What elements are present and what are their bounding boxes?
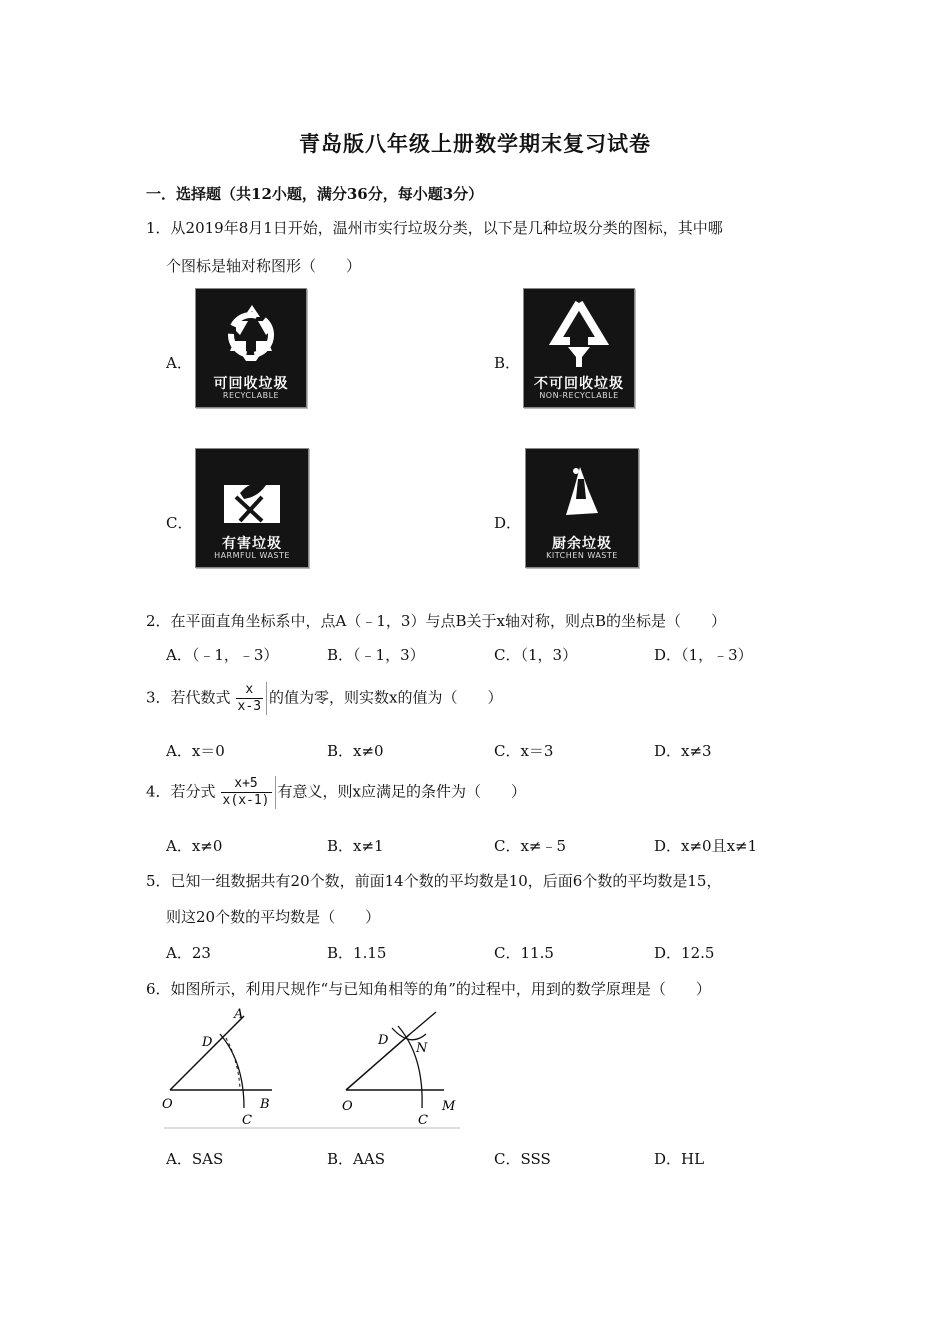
- q6-stem: 6．如图所示，利用尺规作“与已知角相等的角”的过程中，用到的数学原理是（ ）: [146, 980, 711, 998]
- page-title: 青岛版八年级上册数学期末复习试卷: [299, 131, 651, 156]
- q1-option-a-label[interactable]: A．: [166, 354, 192, 372]
- fig2-label-n: N: [416, 1041, 428, 1056]
- fig2-label-c: C: [418, 1113, 428, 1128]
- fig1-label-d: D: [202, 1035, 213, 1050]
- q3-option-d[interactable]: D．x≠3: [654, 742, 712, 760]
- q1-option-c-label[interactable]: C．: [166, 514, 193, 532]
- q5-option-d[interactable]: D．12.5: [654, 944, 715, 962]
- kitchen-waste-caption: 厨余垃圾: [552, 536, 612, 552]
- q2-option-d[interactable]: D．（1，﹣3）: [654, 646, 753, 664]
- q3-stem-pre: 3．若代数式: [146, 688, 231, 707]
- q4-fraction-denominator: x(x-1): [222, 793, 270, 808]
- harmful-waste-caption: 有害垃圾: [222, 536, 282, 552]
- q5-option-c[interactable]: C．11.5: [494, 944, 554, 962]
- fig2-label-o: O: [342, 1099, 353, 1114]
- q3-fraction-numerator: x: [236, 682, 263, 699]
- q5-option-b[interactable]: B．1.15: [327, 944, 387, 962]
- q6-option-c[interactable]: C．SSS: [494, 1150, 551, 1168]
- q2-option-a[interactable]: A．（﹣1，﹣3）: [166, 646, 279, 664]
- q4-stem: [146, 776, 526, 809]
- fig1-label-c: C: [242, 1113, 252, 1128]
- q6-option-d[interactable]: D．HL: [654, 1150, 705, 1168]
- q3-stem-post: 的值为零，则实数x的值为（ ）: [269, 688, 503, 707]
- q1-stem-line2: 个图标是轴对称图形（ ）: [166, 257, 362, 275]
- q1-option-b-label[interactable]: B．: [494, 354, 521, 372]
- kitchen-waste-caption-en: KITCHEN WASTE: [546, 551, 618, 560]
- q4-option-c[interactable]: C．x≠﹣5: [494, 837, 567, 855]
- q4-option-b[interactable]: B．x≠1: [327, 837, 384, 855]
- q4-option-a[interactable]: A．x≠0: [166, 837, 223, 855]
- q6-option-b[interactable]: B．AAS: [327, 1150, 385, 1168]
- q3-stem: [146, 682, 503, 715]
- q4-fraction: [218, 776, 276, 809]
- recyclable-caption-en: RECYCLABLE: [222, 391, 280, 400]
- q5-stem-line2: 则这20个数的平均数是（ ）: [166, 908, 381, 926]
- harmful-waste-caption-en: HARMFUL WASTE: [214, 551, 290, 560]
- section-heading: 一．选择题（共12小题，满分36分，每小题3分）: [146, 185, 484, 203]
- q3-fraction: [233, 682, 267, 715]
- non-recyclable-caption: 不可回收垃圾: [534, 376, 624, 392]
- q6-option-a[interactable]: A．SAS: [166, 1150, 224, 1168]
- fig2-label-d: D: [378, 1033, 389, 1048]
- q3-option-b[interactable]: B．x≠0: [327, 742, 384, 760]
- q4-option-d[interactable]: D．x≠0且x≠1: [654, 837, 758, 855]
- q4-stem-post: 有意义，则x应满足的条件为（ ）: [277, 782, 526, 801]
- angle-construction-figure: [160, 1004, 465, 1130]
- q3-fraction-denominator: x-3: [237, 699, 262, 714]
- q5-stem-line1: 5．已知一组数据共有20个数，前面14个数的平均数是10，后面6个数的平均数是15，: [146, 872, 722, 890]
- fig1-label-b: B: [260, 1097, 270, 1112]
- fig1-label-a: A: [234, 1007, 244, 1022]
- q2-option-b[interactable]: B．（﹣1，3）: [327, 646, 425, 664]
- fig2-label-m: M: [442, 1099, 456, 1114]
- recyclable-icon: [195, 288, 307, 408]
- q5-option-a[interactable]: A．23: [166, 944, 211, 962]
- q2-stem: 2．在平面直角坐标系中，点A（﹣1，3）与点B关于x轴对称，则点B的坐标是（ ）: [146, 612, 726, 630]
- q1-option-d-label[interactable]: D．: [494, 514, 522, 532]
- harmful-waste-icon: [195, 448, 309, 568]
- kitchen-waste-icon: [525, 448, 639, 568]
- q1-stem-line1: 1．从2019年8月1日开始，温州市实行垃圾分类，以下是几种垃圾分类的图标，其中哪: [146, 219, 723, 237]
- q3-option-c[interactable]: C．x＝3: [494, 742, 554, 760]
- q4-fraction-numerator: x+5: [221, 776, 272, 793]
- non-recyclable-icon: [523, 288, 635, 408]
- recyclable-caption: 可回收垃圾: [213, 376, 289, 392]
- non-recyclable-caption-en: NON-RECYCLABLE: [539, 391, 619, 400]
- q4-stem-pre: 4．若分式: [146, 782, 216, 801]
- fig1-label-o: O: [162, 1097, 173, 1112]
- q2-option-c[interactable]: C．（1，3）: [494, 646, 578, 664]
- q3-option-a[interactable]: A．x＝0: [166, 742, 225, 760]
